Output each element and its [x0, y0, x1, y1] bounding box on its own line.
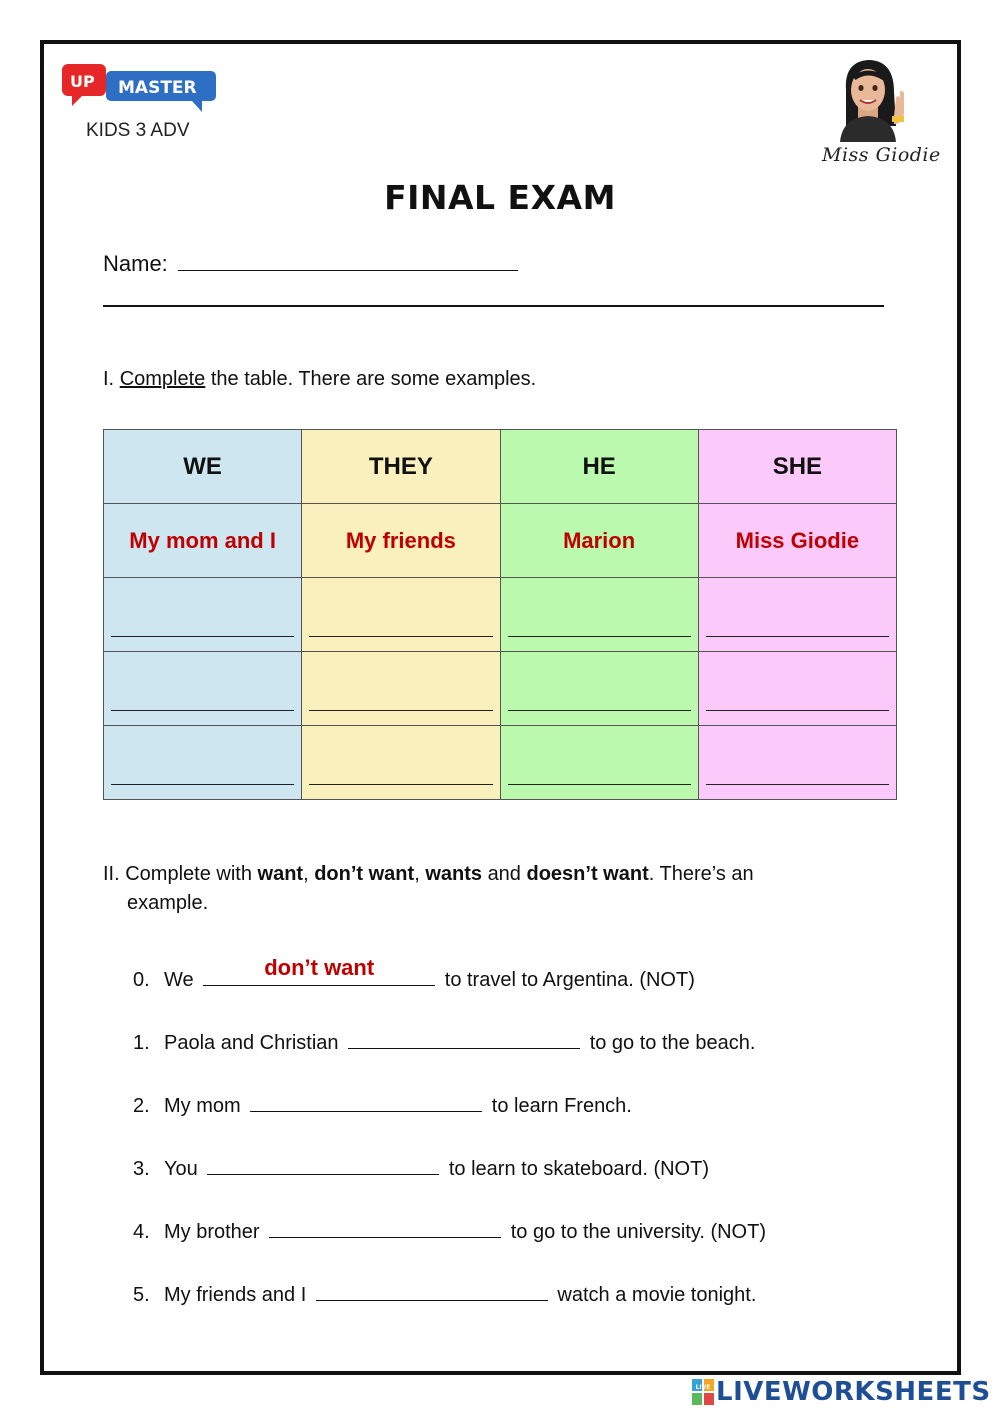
example-they: My friends — [302, 504, 500, 578]
item-after: watch a movie tonight. — [557, 1284, 757, 1306]
item-number: 2. — [133, 1095, 150, 1117]
upmaster-logo — [62, 62, 222, 118]
answer-cell[interactable] — [698, 726, 896, 800]
item-number: 4. — [133, 1221, 150, 1243]
section1-underlined: Complete — [119, 368, 206, 390]
header-she: SHE — [698, 430, 896, 504]
name-label: Name: — [103, 251, 168, 276]
answer-blank[interactable] — [316, 1280, 548, 1301]
word-and: and — [487, 863, 521, 885]
liveworksheets-brand: LIVEWORKSHEETS — [716, 1377, 991, 1407]
table-row — [104, 652, 897, 726]
answer-cell[interactable] — [302, 652, 500, 726]
header-they: THEY — [302, 430, 500, 504]
header-he: HE — [500, 430, 698, 504]
answer-blank[interactable] — [250, 1091, 482, 1112]
item-before: My mom — [164, 1095, 241, 1117]
section2-rest: . There’s an — [648, 863, 754, 885]
item-after: to travel to Argentina. (NOT) — [444, 969, 695, 991]
answer-blank[interactable] — [348, 1028, 580, 1049]
badge-text: LIVE — [695, 1384, 711, 1391]
section1-instructions — [103, 368, 536, 391]
section2-cont: example. — [127, 892, 209, 914]
teacher-avatar — [836, 56, 906, 142]
answer-cell[interactable] — [302, 726, 500, 800]
list-item — [133, 1091, 632, 1118]
item-before: You — [164, 1158, 198, 1180]
answer-cell[interactable] — [104, 578, 302, 652]
list-item — [133, 1280, 756, 1307]
liveworksheets-footer — [690, 1376, 991, 1408]
word-wants: wants — [425, 863, 482, 885]
item-after: to learn French. — [491, 1095, 632, 1117]
example-we: My mom and I — [104, 504, 302, 578]
item-after: to go to the beach. — [589, 1032, 756, 1054]
answer-cell[interactable] — [104, 726, 302, 800]
liveworksheets-badge-icon — [690, 1377, 716, 1407]
table-header-row — [104, 430, 897, 504]
level-label: KIDS 3 ADV — [86, 120, 190, 141]
answer-cell[interactable] — [302, 578, 500, 652]
list-item — [133, 1217, 766, 1244]
table-example-row — [104, 504, 897, 578]
page-title: FINAL EXAM — [384, 178, 616, 217]
answer-cell[interactable] — [104, 652, 302, 726]
item-number: 0. — [133, 969, 150, 991]
list-item — [133, 1028, 755, 1055]
teacher-signature: Miss Giodie — [822, 144, 941, 166]
pronoun-table — [103, 429, 897, 800]
item-before: We — [164, 969, 194, 991]
example-he: Marion — [500, 504, 698, 578]
item-before: My friends and I — [164, 1284, 307, 1306]
answer-cell[interactable] — [500, 726, 698, 800]
item-number: 1. — [133, 1032, 150, 1054]
answer-cell[interactable] — [500, 652, 698, 726]
word-doesnt-want: doesn’t want — [526, 863, 649, 885]
answer-blank[interactable] — [207, 1154, 439, 1175]
list-item — [133, 1154, 709, 1181]
name-field[interactable] — [103, 248, 518, 277]
name-blank[interactable] — [178, 248, 518, 271]
word-want: want — [257, 863, 304, 885]
example-answer: don’t want — [264, 955, 375, 980]
list-item — [133, 955, 695, 992]
item-after: to learn to skateboard. (NOT) — [448, 1158, 709, 1180]
section2-instructions: II. Complete with want, don’t want, wants and doesn’t want. There’s an example. — [103, 860, 863, 918]
item-before: My brother — [164, 1221, 260, 1243]
header-we: WE — [104, 430, 302, 504]
answer-blank[interactable] — [203, 955, 435, 986]
answer-blank[interactable] — [269, 1217, 501, 1238]
answer-cell[interactable] — [698, 578, 896, 652]
table-row — [104, 726, 897, 800]
answer-cell[interactable] — [500, 578, 698, 652]
logo-master-text: MASTER — [118, 78, 197, 98]
example-she: Miss Giodie — [698, 504, 896, 578]
word-dont-want: don’t want — [314, 863, 415, 885]
divider — [103, 305, 884, 307]
answer-cell[interactable] — [698, 652, 896, 726]
section1-prefix: I. — [103, 368, 115, 390]
section2-prefix: II. Complete with — [103, 863, 252, 885]
item-before: Paola and Christian — [164, 1032, 339, 1054]
item-after: to go to the university. (NOT) — [510, 1221, 766, 1243]
item-number: 5. — [133, 1284, 150, 1306]
item-number: 3. — [133, 1158, 150, 1180]
logo-up-text: UP — [70, 72, 95, 91]
section1-rest: the table. There are some examples. — [210, 368, 537, 390]
table-row — [104, 578, 897, 652]
